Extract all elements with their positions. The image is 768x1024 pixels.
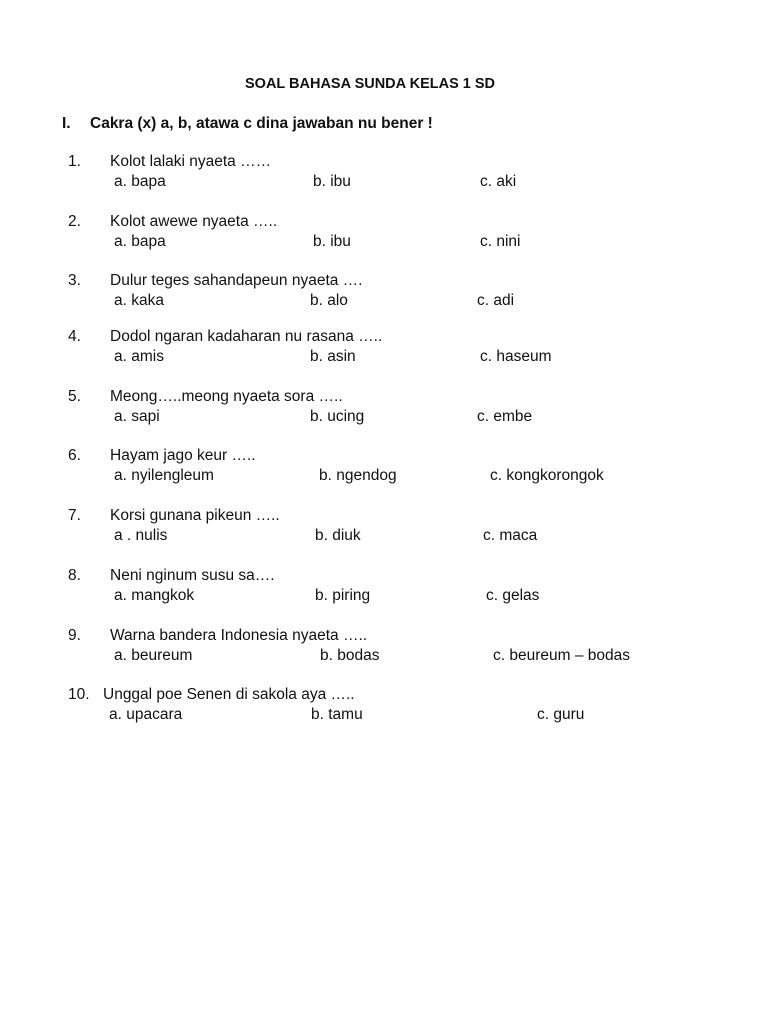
option-c[interactable]: c. haseum xyxy=(480,348,552,365)
option-c[interactable]: c. kongkorongok xyxy=(490,467,604,484)
option-a[interactable]: a. bapa xyxy=(114,173,166,190)
question-number: 9. xyxy=(68,627,81,644)
question-text: Neni nginum susu sa…. xyxy=(110,567,275,584)
option-c[interactable]: c. guru xyxy=(537,706,585,723)
option-c[interactable]: c. adi xyxy=(477,292,515,309)
option-a[interactable]: a. amis xyxy=(114,348,164,365)
question-text: Dodol ngaran kadaharan nu rasana ….. xyxy=(110,328,383,345)
section-number: I. xyxy=(62,115,71,132)
option-b[interactable]: b. ucing xyxy=(310,408,365,425)
option-a[interactable]: a. sapi xyxy=(114,408,160,425)
question-text: Meong…..meong nyaeta sora ….. xyxy=(110,388,343,405)
option-b[interactable]: b. diuk xyxy=(315,527,361,544)
option-c[interactable]: c. beureum – bodas xyxy=(493,647,631,664)
question-number: 10. xyxy=(68,686,90,703)
question-number: 4. xyxy=(68,328,81,345)
option-a[interactable]: a. nyilengleum xyxy=(114,467,214,484)
option-a[interactable]: a . nulis xyxy=(114,527,168,544)
question-number: 7. xyxy=(68,507,81,524)
question-text: Hayam jago keur ….. xyxy=(110,447,256,464)
question-text: Kolot awewe nyaeta ….. xyxy=(110,213,278,230)
question-text: Warna bandera Indonesia nyaeta ….. xyxy=(110,627,368,644)
question-text: Unggal poe Senen di sakola aya ….. xyxy=(103,686,355,703)
question-number: 5. xyxy=(68,388,81,405)
question-text: Dulur teges sahandapeun nyaeta …. xyxy=(110,272,363,289)
option-a[interactable]: a. kaka xyxy=(114,292,164,309)
option-b[interactable]: b. bodas xyxy=(320,647,380,664)
option-b[interactable]: b. ngendog xyxy=(319,467,397,484)
question-number: 6. xyxy=(68,447,81,464)
option-b[interactable]: b. tamu xyxy=(311,706,363,723)
option-a[interactable]: a. bapa xyxy=(114,233,166,250)
question-text: Kolot lalaki nyaeta …… xyxy=(110,153,272,170)
option-b[interactable]: b. ibu xyxy=(313,173,351,190)
option-c[interactable]: c. maca xyxy=(483,527,538,544)
option-a[interactable]: a. mangkok xyxy=(114,587,195,604)
option-c[interactable]: c. embe xyxy=(477,408,533,425)
option-c[interactable]: c. gelas xyxy=(486,587,540,604)
option-c[interactable]: c. aki xyxy=(480,173,517,190)
option-b[interactable]: b. piring xyxy=(315,587,371,604)
question-number: 3. xyxy=(68,272,81,289)
question-number: 1. xyxy=(68,153,81,170)
question-number: 2. xyxy=(68,213,81,230)
section-instruction: Cakra (x) a, b, atawa c dina jawaban nu bener ! xyxy=(90,115,433,132)
page-title: SOAL BAHASA SUNDA KELAS 1 SD xyxy=(245,76,496,92)
option-c[interactable]: c. nini xyxy=(480,233,521,250)
question-text: Korsi gunana pikeun ….. xyxy=(110,507,280,524)
question-number: 8. xyxy=(68,567,81,584)
option-b[interactable]: b. asin xyxy=(310,348,356,365)
option-a[interactable]: a. upacara xyxy=(109,706,183,723)
option-b[interactable]: b. ibu xyxy=(313,233,351,250)
option-b[interactable]: b. alo xyxy=(310,292,348,309)
option-a[interactable]: a. beureum xyxy=(114,647,193,664)
